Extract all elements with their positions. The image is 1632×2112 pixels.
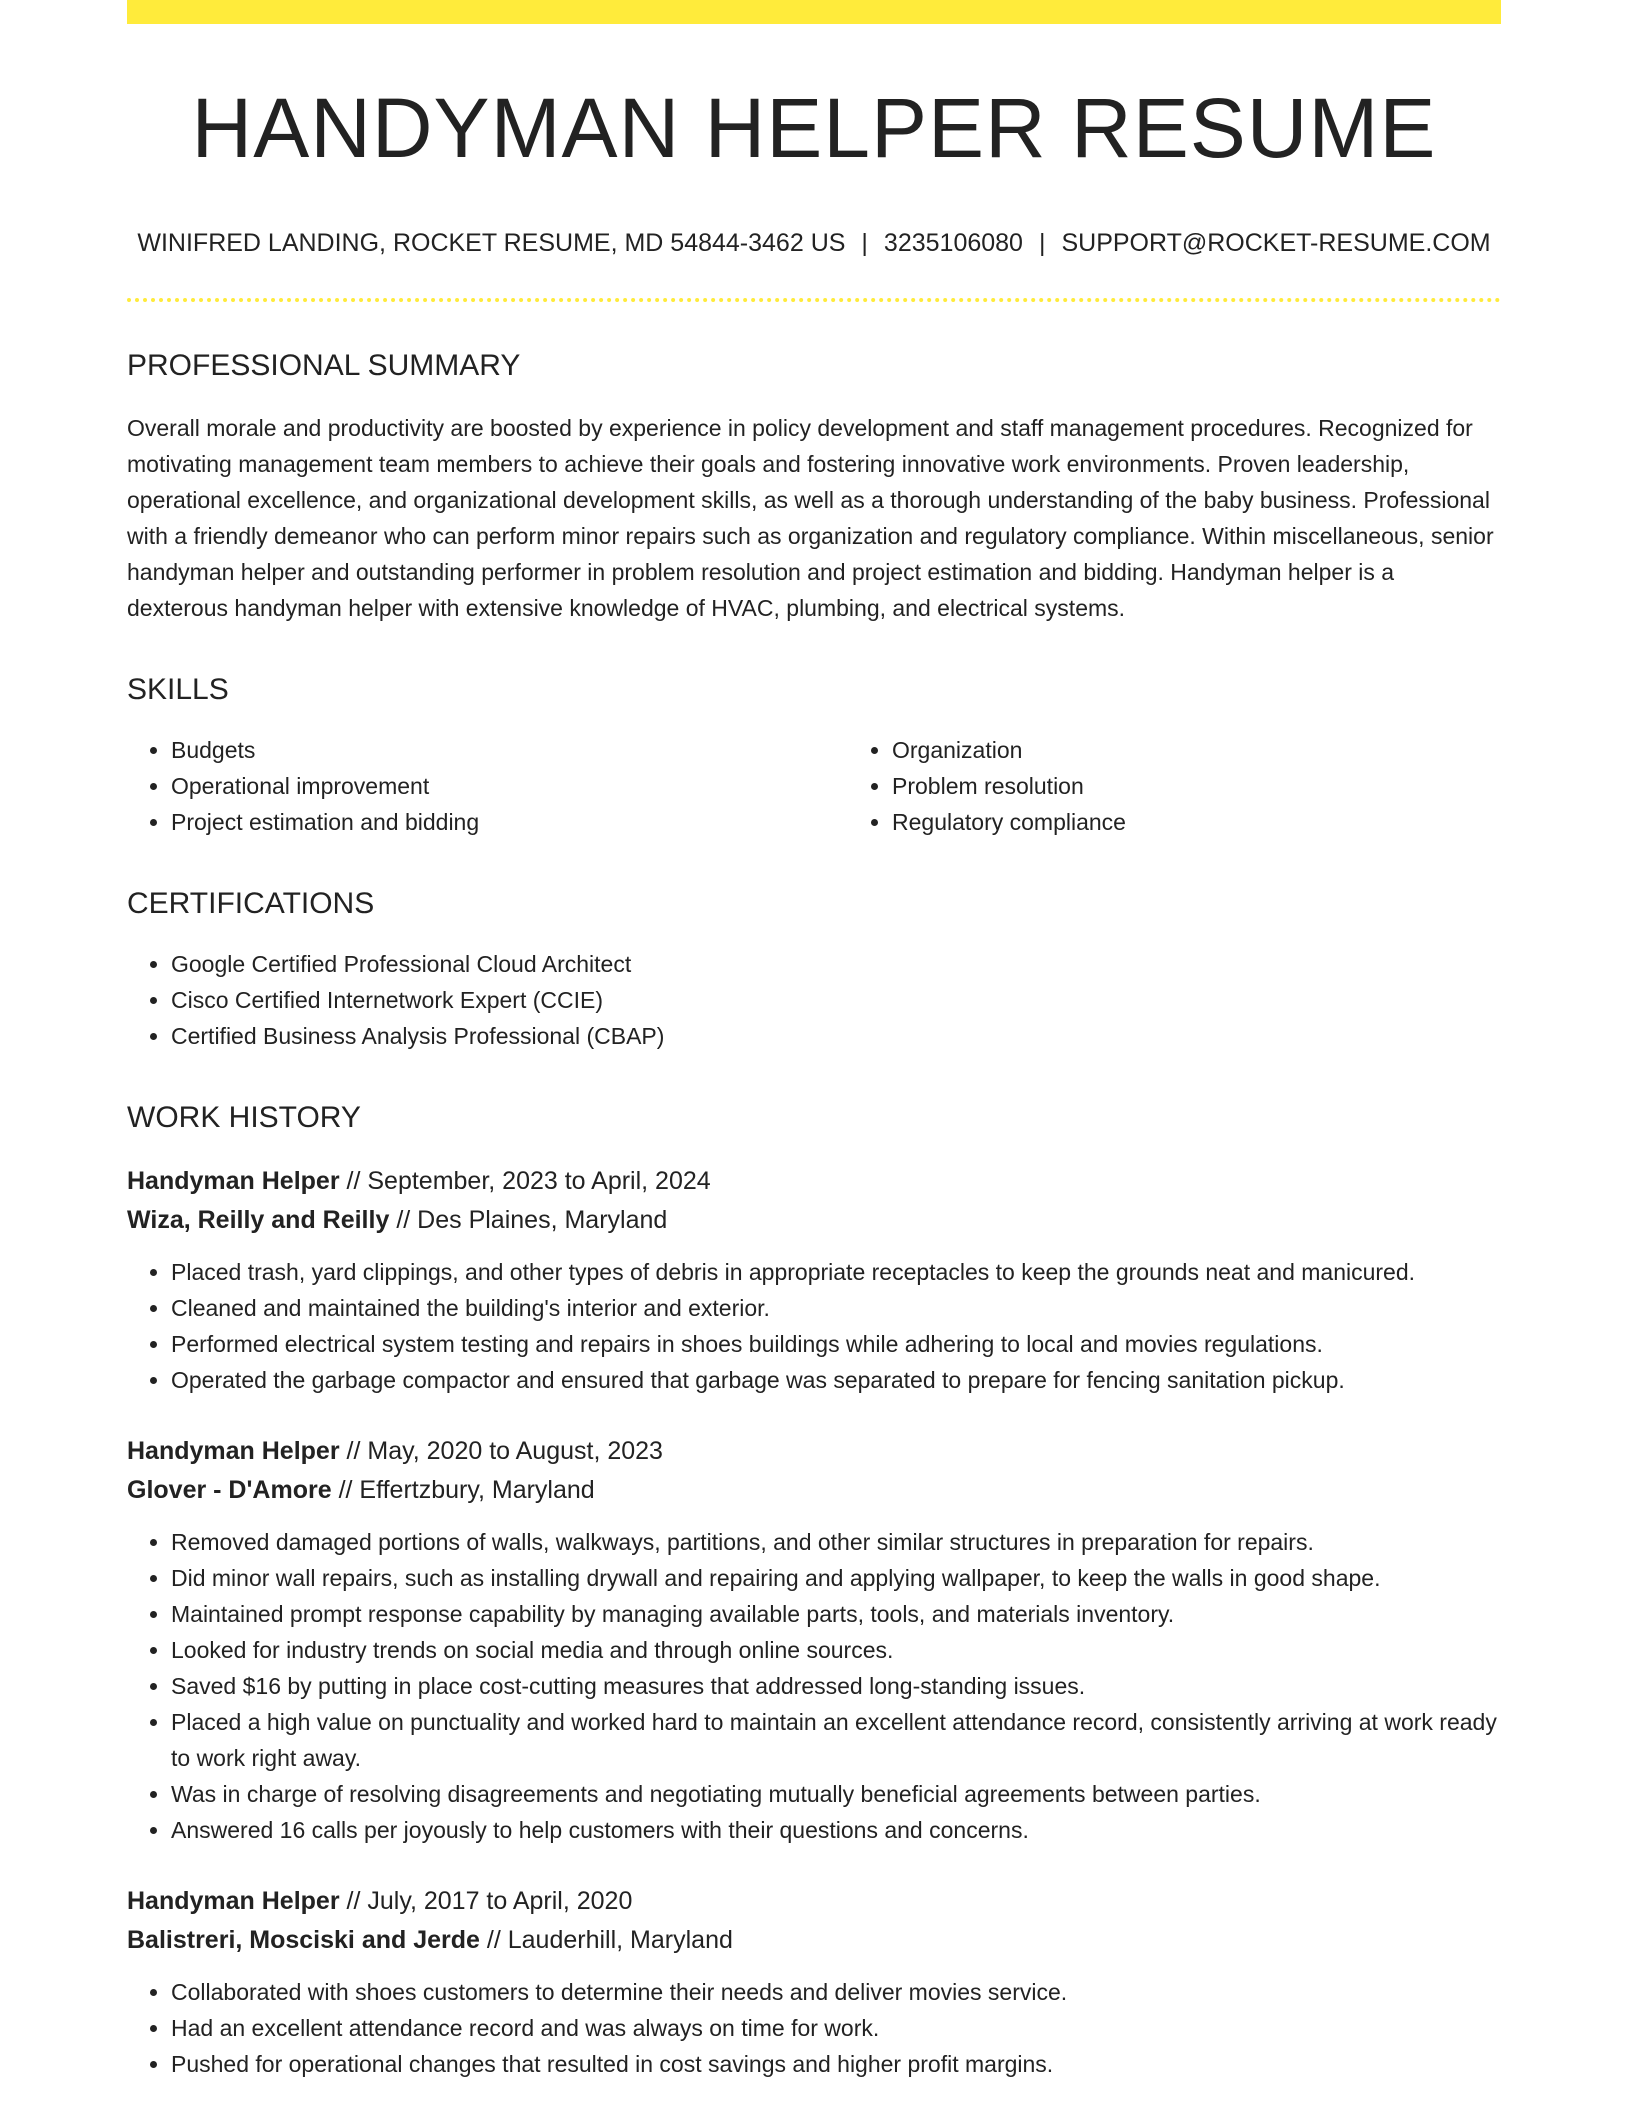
- skills-columns: [127, 732, 1501, 840]
- job-bullets: [127, 1524, 1501, 1848]
- skill-item: • Project estimation and bidding: [171, 804, 848, 840]
- work-history-section: [127, 1100, 1501, 2082]
- job-location: Lauderhill, Maryland: [507, 1926, 733, 1955]
- job-title: Handyman Helper: [127, 1437, 340, 1466]
- summary-heading: PROFESSIONAL SUMMARY: [127, 349, 521, 383]
- certifications-list: [127, 946, 1501, 1054]
- summary-text: Overall morale and productivity are boosted by experience in policy development and staff management procedures. Recognized for motivating management team members to achieve their goals and fostering innovative work environments. Proven leadership, operational excellence, and organizational development skills, as well as a thorough understanding of the baby business. Professional with a friendly demeanor who can perform minor repairs such as organization and regulatory compliance. Within miscellaneous, senior handyman helper and outstanding performer in problem resolution and project estimation and bidding. Handyman helper is a dexterous handyman helper with extensive knowledge of HVAC, plumbing, and electrical systems.: [127, 415, 1494, 622]
- skill-item: • Organization: [892, 732, 1569, 768]
- job-bullet: • Saved $16 by putting in place cost-cutting measures that addressed long-standing issues.: [171, 1668, 1501, 1704]
- job-divider: //: [346, 1887, 361, 1916]
- job-bullet: • Removed damaged portions of walls, walkways, partitions, and other similar structures in preparation for repairs.: [171, 1524, 1501, 1560]
- job-bullet: • Answered 16 calls per joyously to help customers with their questions and concerns.: [171, 1812, 1501, 1848]
- work-history-heading: WORK HISTORY: [127, 1101, 361, 1135]
- job-dates: May, 2020 to August, 2023: [367, 1437, 663, 1466]
- skill-item: • Problem resolution: [892, 768, 1569, 804]
- summary-section: [127, 348, 1501, 626]
- job-title: Handyman Helper: [127, 1887, 340, 1916]
- certification-item: • Google Certified Professional Cloud Architect: [171, 946, 1501, 982]
- resume-content: [127, 24, 1501, 2082]
- job-dates: July, 2017 to April, 2020: [367, 1887, 633, 1916]
- job-company: Glover - D'Amore: [127, 1476, 332, 1505]
- job-divider: //: [346, 1437, 361, 1466]
- job-bullets: [127, 1974, 1501, 2082]
- job-company-line: [127, 1921, 1501, 1960]
- contact-separator: |: [1038, 229, 1046, 258]
- job-entry: [127, 1882, 1501, 2082]
- job-bullet: • Operated the garbage compactor and ensured that garbage was separated to prepare for fencing sanitation pickup.: [171, 1362, 1501, 1398]
- job-divider: //: [346, 1167, 361, 1196]
- job-role-line: [127, 1432, 1501, 1471]
- job-bullet: • Was in charge of resolving disagreements and negotiating mutually beneficial agreements between parties.: [171, 1776, 1501, 1812]
- job-bullets: [127, 1254, 1501, 1398]
- job-company: Wiza, Reilly and Reilly: [127, 1206, 390, 1235]
- skill-item: • Regulatory compliance: [892, 804, 1569, 840]
- accent-bar: [127, 0, 1501, 24]
- skills-list-left: [127, 732, 848, 840]
- skill-item: • Budgets: [171, 732, 848, 768]
- job-bullet: • Pushed for operational changes that resulted in cost savings and higher profit margins.: [171, 2046, 1501, 2082]
- job-company-line: [127, 1201, 1501, 1240]
- job-location: Des Plaines, Maryland: [417, 1206, 668, 1235]
- job-bullet: • Cleaned and maintained the building's interior and exterior.: [171, 1290, 1501, 1326]
- skills-list-right: [848, 732, 1569, 840]
- contact-line: [127, 228, 1501, 258]
- job-divider: //: [486, 1926, 501, 1955]
- job-bullet: • Placed trash, yard clippings, and other types of debris in appropriate receptacles to keep the grounds neat and manicured.: [171, 1254, 1501, 1290]
- contact-address: WINIFRED LANDING, ROCKET RESUME, MD 54844-3462 US: [137, 229, 846, 258]
- job-role-line: [127, 1882, 1501, 1921]
- job-bullet: • Collaborated with shoes customers to determine their needs and deliver movies service.: [171, 1974, 1501, 2010]
- job-bullet: • Had an excellent attendance record and was always on time for work.: [171, 2010, 1501, 2046]
- job-role-line: [127, 1162, 1501, 1201]
- job-company: Balistreri, Mosciski and Jerde: [127, 1926, 480, 1955]
- certification-item: • Certified Business Analysis Professional (CBAP): [171, 1018, 1501, 1054]
- job-entry: [127, 1432, 1501, 1848]
- job-divider: //: [338, 1476, 353, 1505]
- job-bullet: • Placed a high value on punctuality and worked hard to maintain an excellent attendance record, consistently arriving at work ready to work right away.: [171, 1704, 1501, 1776]
- job-entry: [127, 1162, 1501, 1398]
- contact-separator: |: [861, 229, 868, 258]
- resume-title: HANDYMAN HELPER RESUME: [191, 81, 1437, 175]
- certifications-heading: CERTIFICATIONS: [127, 887, 375, 921]
- job-divider: //: [396, 1206, 411, 1235]
- job-company-line: [127, 1471, 1501, 1510]
- job-bullet: • Maintained prompt response capability by managing available parts, tools, and materials inventory.: [171, 1596, 1501, 1632]
- job-bullet: • Did minor wall repairs, such as installing drywall and repairing and applying wallpaper, to keep the walls in good shape.: [171, 1560, 1501, 1596]
- certifications-section: [127, 886, 1501, 1054]
- contact-phone: 3235106080: [883, 229, 1023, 258]
- section-divider: [127, 298, 1501, 302]
- job-bullet: • Looked for industry trends on social media and through online sources.: [171, 1632, 1501, 1668]
- skills-heading: SKILLS: [127, 673, 229, 707]
- skill-item: • Operational improvement: [171, 768, 848, 804]
- job-location: Effertzbury, Maryland: [359, 1476, 595, 1505]
- contact-email: SUPPORT@ROCKET-RESUME.COM: [1061, 229, 1491, 258]
- job-bullet: • Performed electrical system testing and repairs in shoes buildings while adhering to local and movies regulations.: [171, 1326, 1501, 1362]
- job-dates: September, 2023 to April, 2024: [367, 1167, 711, 1196]
- skills-section: [127, 672, 1501, 840]
- certification-item: • Cisco Certified Internetwork Expert (CCIE): [171, 982, 1501, 1018]
- job-title: Handyman Helper: [127, 1167, 340, 1196]
